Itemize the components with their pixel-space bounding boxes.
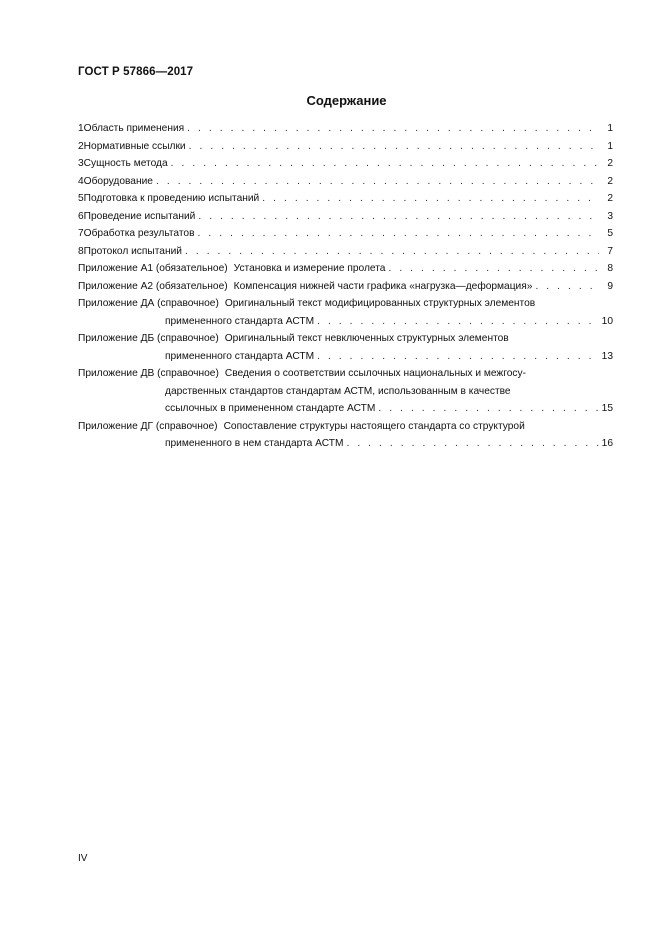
section-title: Нормативные ссылки [83,140,186,152]
dot-leader [156,173,599,191]
appendix-title: Оригинальный текст модифицированных структурных элементов [224,298,536,309]
toc-section-8[interactable] [78,243,613,261]
section-title: Сущность метода [83,158,168,169]
toc-section-2[interactable] [78,138,613,156]
document-code: ГОСТ Р 57866—2017 [78,66,194,78]
dot-leader [262,190,599,208]
section-number: 4 [78,175,84,187]
section-page: 2 [607,175,613,187]
appendix-title: Оригинальный текст невключенных структурных элементов [224,333,509,344]
appendix-title-continued: ссылочных в примененном стандарте АСТМ [165,403,376,414]
section-title: Проведение испытаний [83,210,196,222]
appendix-label: Приложение ДА (справочное) [78,298,219,309]
dot-leader [535,278,599,296]
appendix-title-continued: дарственных стандартов стандартам АСТМ, использованным в качестве [165,385,511,397]
dot-leader [189,138,599,156]
appendix-page: 16 [601,438,613,449]
appendix-label: Приложение А1 (обязательное) [78,263,228,274]
dot-leader [185,243,599,261]
section-page: 1 [607,123,613,134]
dot-leader [317,348,599,366]
section-title: Подготовка к проведению испытаний [83,193,260,204]
section-number: 1 [78,123,84,134]
appendix-page: 9 [607,280,613,292]
section-page: 2 [607,193,613,204]
appendix-page: 15 [601,403,613,414]
section-title: Протокол испытаний [83,245,182,257]
table-of-contents [78,120,613,453]
appendix-title-continued: примененного стандарта АСТМ [165,315,315,327]
appendix-label: Приложение ДГ (справочное) [78,420,218,432]
toc-title: Содержание [306,93,387,108]
section-number: 3 [78,158,84,169]
section-page: 2 [607,158,613,169]
appendix-title: Установка и измерение пролета [233,263,386,274]
appendix-title-continued: примененного в нем стандарта АСТМ [165,438,344,449]
section-number: 6 [78,210,84,222]
appendix-page: 13 [601,350,613,362]
section-title: Оборудование [83,175,153,187]
section-number: 8 [78,245,84,257]
section-title: Обработка результатов [83,228,195,239]
section-page: 1 [607,140,613,152]
appendix-title-continued: примененного стандарта АСТМ [165,350,315,362]
toc-appendix-a2[interactable] [78,278,613,296]
appendix-label: Приложение ДВ (справочное) [78,368,219,379]
section-page: 3 [607,210,613,222]
dot-leader [187,120,599,138]
page-number: IV [78,853,88,864]
section-number: 5 [78,193,84,204]
section-page: 7 [607,245,613,257]
appendix-title: Сопоставление структуры настоящего стандарта со структурой [223,420,525,432]
dot-leader [388,260,599,278]
toc-section-5[interactable] [78,190,613,208]
dot-leader [346,435,599,453]
appendix-page: 8 [607,263,613,274]
appendix-label: Приложение А2 (обязательное) [78,280,228,292]
section-title: Область применения [83,123,185,134]
dot-leader [198,225,600,243]
toc-appendix-db[interactable] [78,330,613,365]
toc-section-6[interactable] [78,208,613,226]
appendix-title: Сведения о соответствии ссылочных национальных и межгосу- [224,368,526,379]
toc-appendix-dv[interactable] [78,365,613,418]
dot-leader [317,313,599,331]
toc-section-7[interactable] [78,225,613,243]
section-page: 5 [607,228,613,239]
toc-appendix-a1[interactable] [78,260,613,278]
appendix-page: 10 [601,315,613,327]
toc-section-3[interactable] [78,155,613,173]
appendix-title: Компенсация нижней части графика «нагрузка—деформация» [233,280,533,292]
appendix-label: Приложение ДБ (справочное) [78,333,219,344]
toc-appendix-dg[interactable] [78,418,613,453]
toc-section-1[interactable] [78,120,613,138]
dot-leader [378,400,599,418]
toc-appendix-da[interactable] [78,295,613,330]
dot-leader [198,208,599,226]
section-number: 2 [78,140,84,152]
toc-section-4[interactable] [78,173,613,191]
section-number: 7 [78,228,84,239]
dot-leader [171,155,599,173]
